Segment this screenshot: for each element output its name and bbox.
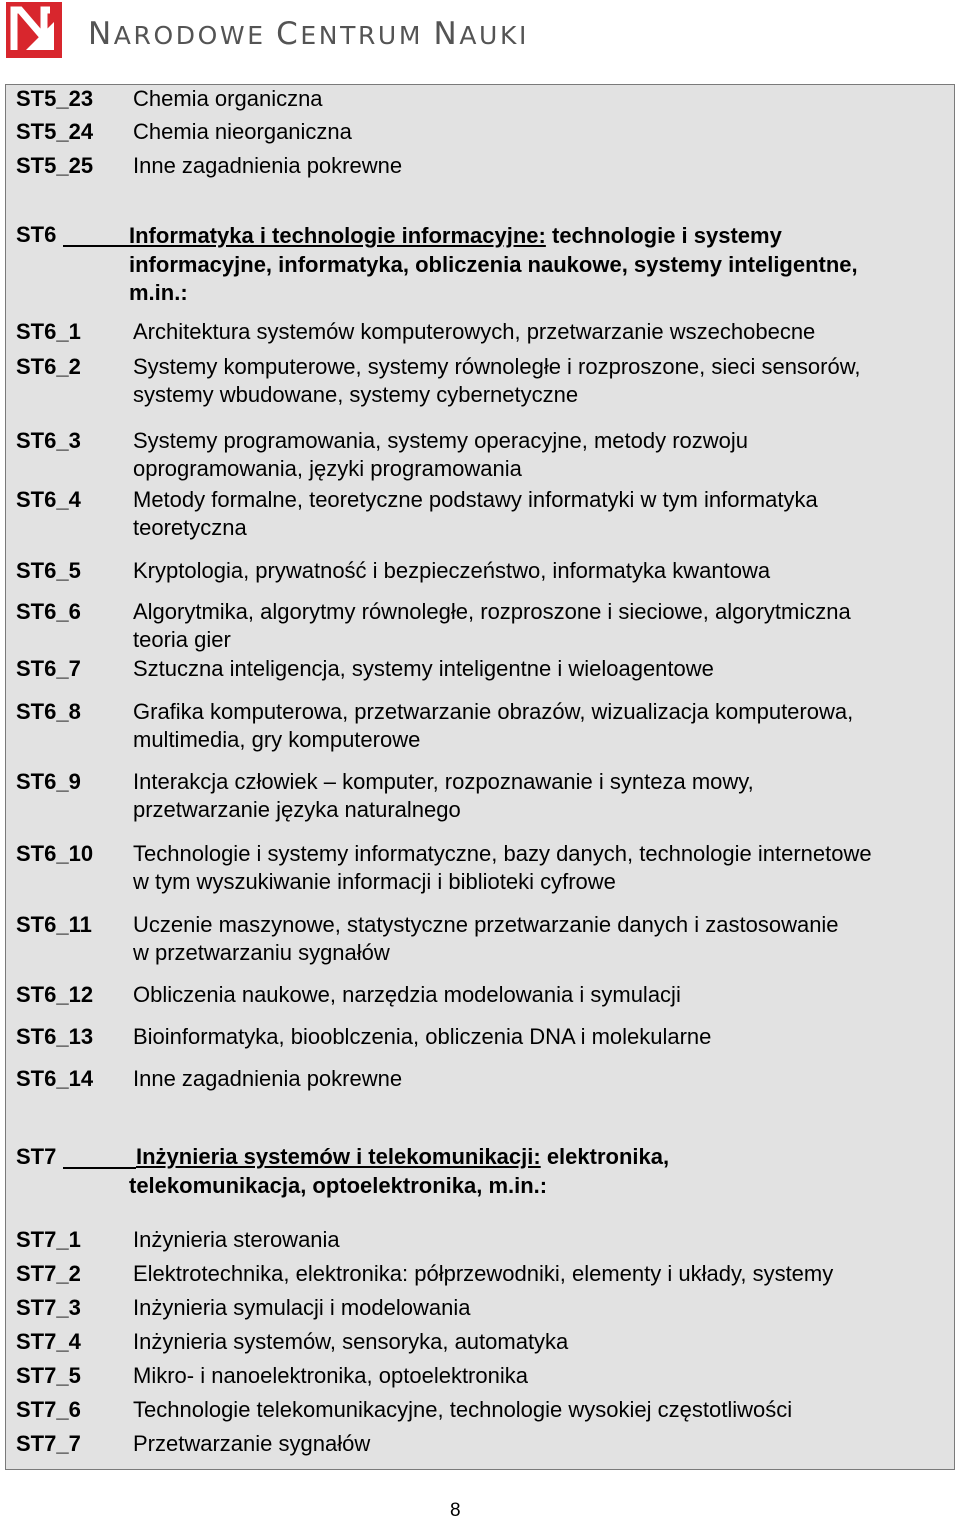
row-code: ST6_11 xyxy=(16,912,92,937)
row-label: Algorytmika, algorytmy równoległe, rozproszone i sieciowe, algorytmiczna xyxy=(133,599,851,624)
row-code: ST6_1 xyxy=(16,319,81,344)
section-subtitle: telekomunikacja, optoelektronika, m.in.: xyxy=(129,1173,548,1198)
row-code: ST6_10 xyxy=(16,841,94,866)
row-label: Uczenie maszynowe, statystyczne przetwarzanie danych i zastosowanie xyxy=(133,912,839,937)
row-label: Metody formalne, teoretyczne podstawy informatyki w tym informatyka xyxy=(133,487,818,512)
row-code: ST6_3 xyxy=(16,428,81,453)
org-name: NARODOWE CENTRUM NAUKI xyxy=(88,16,529,52)
section-heading xyxy=(136,1146,669,1168)
row-code: ST6_6 xyxy=(16,599,81,624)
row-code: ST5_25 xyxy=(16,153,94,178)
row-code: ST6_12 xyxy=(16,982,94,1007)
row-label: Systemy programowania, systemy operacyjne, metody rozwoju xyxy=(133,428,749,453)
section-subtitle: informacyjne, informatyka, obliczenia naukowe, systemy inteligentne, xyxy=(129,252,858,277)
row-label: Inne zagadnienia pokrewne xyxy=(133,153,403,178)
ncn-logo-icon xyxy=(6,2,62,58)
row-code: ST5_23 xyxy=(16,86,94,111)
row-code: ST7_2 xyxy=(16,1261,81,1286)
row-code: ST6_8 xyxy=(16,699,81,724)
section-title: Inżynieria systemów i telekomunikacji: xyxy=(136,1144,541,1169)
row-label: Interakcja człowiek – komputer, rozpoznawanie i synteza mowy, xyxy=(133,769,754,794)
row-label: Obliczenia naukowe, narzędzia modelowania i symulacji xyxy=(133,982,681,1007)
row-label: Inżynieria systemów, sensoryka, automatyka xyxy=(133,1329,569,1354)
section-subtitle: technologie i systemy xyxy=(545,223,782,248)
row-label: teoretyczna xyxy=(133,515,247,540)
row-label: w przetwarzaniu sygnałów xyxy=(133,940,390,965)
row-label: Kryptologia, prywatność i bezpieczeństwo, informatyka kwantowa xyxy=(133,558,771,583)
row-label: w tym wyszukiwanie informacji i biblioteki cyfrowe xyxy=(133,869,616,894)
row-code: ST7_5 xyxy=(16,1363,81,1388)
row-code: ST7_6 xyxy=(16,1397,81,1422)
row-code: ST5_24 xyxy=(16,119,94,144)
row-code: ST7_7 xyxy=(16,1431,81,1456)
section-subtitle: elektronika, xyxy=(540,1144,670,1169)
row-label: Bioinformatyka, biooblczenia, obliczenia DNA i molekularne xyxy=(133,1024,712,1049)
row-code: ST6_14 xyxy=(16,1066,94,1091)
row-label: teoria gier xyxy=(133,627,231,652)
row-code: ST6_5 xyxy=(16,558,81,583)
row-label: Systemy komputerowe, systemy równoległe i rozproszone, sieci sensorów, xyxy=(133,354,861,379)
row-code: ST6_4 xyxy=(16,487,81,512)
row-code: ST7_4 xyxy=(16,1329,81,1354)
row-label: Chemia nieorganiczna xyxy=(133,119,352,144)
section-heading xyxy=(129,225,782,247)
section-underline xyxy=(63,245,129,247)
section-title: Informatyka i technologie informacyjne: xyxy=(129,223,546,248)
page-header xyxy=(0,0,960,62)
row-label: Inżynieria sterowania xyxy=(133,1227,340,1252)
section-underline xyxy=(63,1167,136,1169)
row-label: Mikro- i nanoelektronika, optoelektronika xyxy=(133,1363,528,1388)
row-label: Technologie telekomunikacyjne, technologie wysokiej częstotliwości xyxy=(133,1397,793,1422)
row-label: przetwarzanie języka naturalnego xyxy=(133,797,461,822)
row-code: ST7_1 xyxy=(16,1227,81,1252)
row-label: Architektura systemów komputerowych, przetwarzanie wszechobecne xyxy=(133,319,816,344)
row-label: Grafika komputerowa, przetwarzanie obrazów, wizualizacja komputerowa, xyxy=(133,699,854,724)
row-code: ST6_9 xyxy=(16,769,81,794)
row-label: Sztuczna inteligencja, systemy inteligentne i wieloagentowe xyxy=(133,656,714,681)
row-code: ST6_7 xyxy=(16,656,81,681)
section-subtitle: m.in.: xyxy=(129,280,188,305)
row-label: Elektrotechnika, elektronika: półprzewodniki, elementy i układy, systemy xyxy=(133,1261,834,1286)
section-code: ST6 xyxy=(16,222,57,247)
row-code: ST6_2 xyxy=(16,354,81,379)
row-label: Technologie i systemy informatyczne, bazy danych, technologie internetowe xyxy=(133,841,872,866)
row-label: Chemia organiczna xyxy=(133,86,323,111)
page-number: 8 xyxy=(450,1500,461,1521)
row-code: ST7_3 xyxy=(16,1295,81,1320)
section-code: ST7 xyxy=(16,1144,57,1169)
row-label: multimedia, gry komputerowe xyxy=(133,727,421,752)
row-label: Przetwarzanie sygnałów xyxy=(133,1431,371,1456)
row-label: Inne zagadnienia pokrewne xyxy=(133,1066,403,1091)
row-label: oprogramowania, języki programowania xyxy=(133,456,522,481)
row-label: Inżynieria symulacji i modelowania xyxy=(133,1295,471,1320)
row-label: systemy wbudowane, systemy cybernetyczne xyxy=(133,382,579,407)
row-code: ST6_13 xyxy=(16,1024,94,1049)
